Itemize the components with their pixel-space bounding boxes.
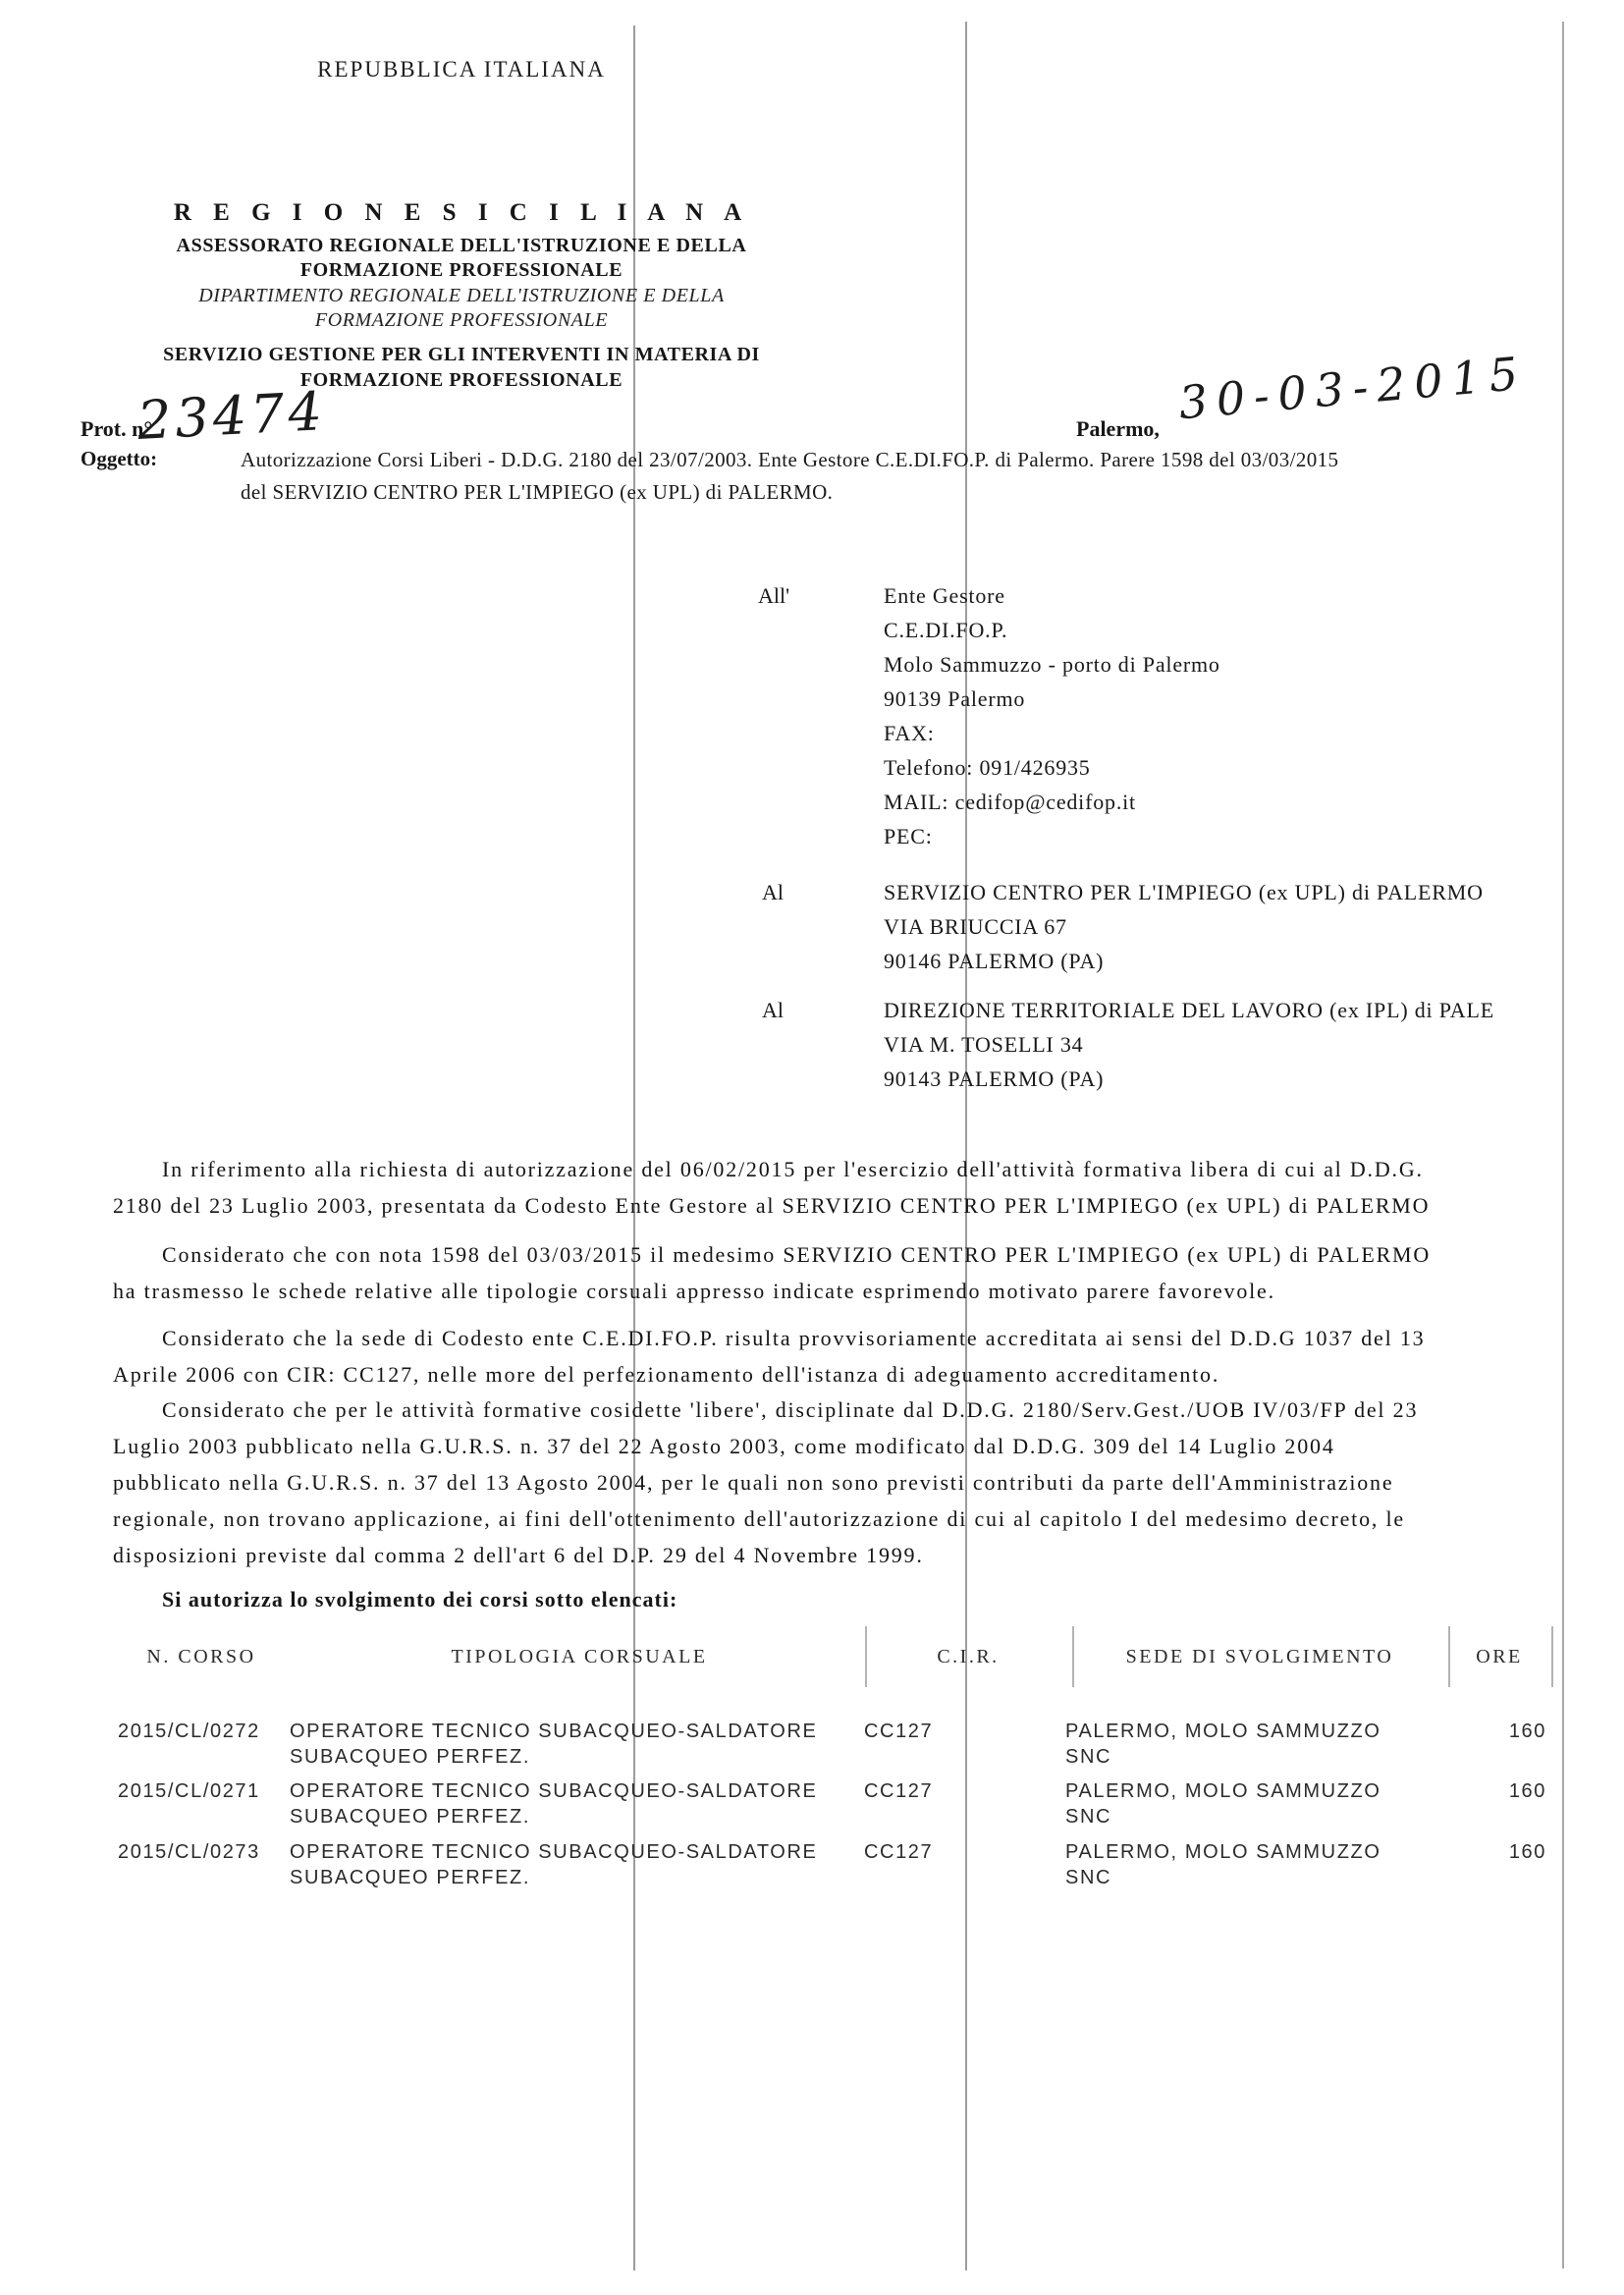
table-header-tipologia: TIPOLOGIA CORSUALE — [451, 1646, 708, 1667]
city-dateline-label: Palermo, — [1076, 416, 1160, 441]
recipient3-line: VIA M. TOSELLI 34 — [884, 1032, 1084, 1057]
paragraph4-line: regionale, non trovano applicazione, ai fini dell'ottenimento dell'autorizzazione di cui al capitolo I del medesimo decreto, le — [113, 1506, 1405, 1531]
recipient1-line: Telefono: 091/426935 — [884, 755, 1091, 780]
scan-fold-line-center — [965, 22, 967, 2270]
table-header-ore: ORE — [1476, 1646, 1523, 1667]
authorization-statement: Si autorizza lo svolgimento dei corsi sotto elencati: — [162, 1587, 678, 1612]
recipient1-line: FAX: — [884, 721, 935, 745]
table-row-sede: PALERMO, MOLO SAMMUZZO — [1065, 1780, 1381, 1802]
paragraph2-line: Considerato che con nota 1598 del 03/03/2015 il medesimo SERVIZIO CENTRO PER L'IMPIEGO (ex UPL) di PALERMO — [162, 1242, 1432, 1267]
table-row-ore: 160 — [1508, 1841, 1546, 1863]
scan-fold-line-right — [1562, 22, 1564, 2268]
servizio-line2: FORMAZIONE PROFESSIONALE — [299, 369, 623, 391]
assessorato-line2: FORMAZIONE PROFESSIONALE — [299, 259, 623, 281]
republic-title: REPUBBLICA ITALIANA — [317, 57, 606, 82]
recipient1-line: MAIL: cedifop@cedifop.it — [884, 790, 1136, 814]
recipient3-to: Al — [762, 998, 784, 1022]
recipient1-line: Molo Sammuzzo - porto di Palermo — [884, 652, 1220, 677]
table-row-tipologia: SUBACQUEO PERFEZ. — [290, 1806, 531, 1828]
protocol-label: Prot. n° — [81, 416, 153, 441]
table-row-ore: 160 — [1508, 1780, 1546, 1802]
protocol-number-handwritten: 23474 — [135, 380, 328, 452]
paragraph4-line: Luglio 2003 pubblicato nella G.U.R.S. n. 37 del 22 Agosto 2003, come modificato dal D.D.G. 309 del 14 Luglio 2004 — [113, 1434, 1335, 1458]
recipient1-line: C.E.DI.FO.P. — [884, 618, 1008, 642]
paragraph4-line: Considerato che per le attività formative cosidette 'libere', disciplinate dal D.D.G. 2180/Serv.Gest./UOB IV/03/FP del 23 — [162, 1397, 1419, 1422]
table-row-course-number: 2015/CL/0273 — [118, 1841, 260, 1863]
table-row-tipologia: SUBACQUEO PERFEZ. — [290, 1867, 531, 1888]
recipient2-line: 90146 PALERMO (PA) — [884, 949, 1105, 973]
table-column-separator — [1551, 1626, 1553, 1687]
servizio-line1: SERVIZIO GESTIONE PER GLI INTERVENTI IN MATERIA DI — [163, 344, 760, 365]
table-row-sede: SNC — [1065, 1806, 1112, 1828]
dipartimento-line1: DIPARTIMENTO REGIONALE DELL'ISTRUZIONE E DELLA — [198, 285, 725, 306]
paragraph4-line: disposizioni previste dal comma 2 dell'art 6 del D.P. 29 del 4 Novembre 1999. — [113, 1543, 924, 1567]
table-header-sede: SEDE DI SVOLGIMENTO — [1125, 1646, 1394, 1667]
table-column-separator — [1448, 1626, 1450, 1687]
recipient2-to: Al — [762, 880, 784, 904]
table-row-sede: SNC — [1065, 1867, 1112, 1888]
table-row-sede: PALERMO, MOLO SAMMUZZO — [1065, 1841, 1381, 1863]
recipient1-to: All' — [758, 583, 790, 608]
table-row-tipologia: OPERATORE TECNICO SUBACQUEO-SALDATORE — [290, 1721, 818, 1742]
table-header-cir: C.I.R. — [937, 1646, 1000, 1667]
paragraph4-line: pubblicato nella G.U.R.S. n. 37 del 13 Agosto 2004, per le quali non sono previsti contributi da parte dell'Amministrazione — [113, 1470, 1394, 1495]
table-row-tipologia: OPERATORE TECNICO SUBACQUEO-SALDATORE — [290, 1841, 818, 1863]
region-title: R E G I O N E S I C I L I A N A — [173, 199, 750, 226]
subject-line2: del SERVIZIO CENTRO PER L'IMPIEGO (ex UPL) di PALERMO. — [241, 480, 834, 504]
recipient3-line: DIREZIONE TERRITORIALE DEL LAVORO (ex IPL) di PALE — [884, 998, 1494, 1022]
recipient3-line: 90143 PALERMO (PA) — [884, 1066, 1105, 1091]
table-row-sede: SNC — [1065, 1746, 1112, 1768]
dipartimento-line2: FORMAZIONE PROFESSIONALE — [314, 309, 609, 331]
table-row-ore: 160 — [1508, 1721, 1546, 1742]
paragraph3-line: Considerato che la sede di Codesto ente C.E.DI.FO.P. risulta provvisoriamente accreditata ai sensi del D.D.G 1037 del 13 — [162, 1326, 1426, 1350]
subject-label: Oggetto: — [81, 447, 158, 470]
table-row-course-number: 2015/CL/0272 — [118, 1721, 260, 1742]
table-header-n-corso: N. CORSO — [146, 1646, 256, 1667]
table-row-tipologia: SUBACQUEO PERFEZ. — [290, 1746, 531, 1768]
table-row-sede: PALERMO, MOLO SAMMUZZO — [1065, 1721, 1381, 1742]
subject-line1: Autorizzazione Corsi Liberi - D.D.G. 2180 del 23/07/2003. Ente Gestore C.E.DI.FO.P. di Palermo. Parere 1598 del 03/03/2015 — [241, 448, 1339, 471]
table-row-tipologia: OPERATORE TECNICO SUBACQUEO-SALDATORE — [290, 1780, 818, 1802]
table-row-cir: CC127 — [864, 1721, 934, 1742]
table-row-cir: CC127 — [864, 1780, 934, 1802]
table-column-separator — [865, 1626, 867, 1687]
recipient2-line: SERVIZIO CENTRO PER L'IMPIEGO (ex UPL) di PALERMO — [884, 880, 1484, 904]
paragraph2-line: ha trasmesso le schede relative alle tipologie corsuali appresso indicate esprimendo motivato parere favorevole. — [113, 1279, 1275, 1303]
recipient1-line: PEC: — [884, 824, 933, 848]
paragraph1-line: 2180 del 23 Luglio 2003, presentata da Codesto Ente Gestore al SERVIZIO CENTRO PER L'IMPIEGO (ex UPL) di PALERMO — [113, 1193, 1431, 1218]
assessorato-line1: ASSESSORATO REGIONALE DELL'ISTRUZIONE E DELLA — [176, 235, 747, 256]
recipient1-line: Ente Gestore — [884, 583, 1005, 608]
table-row-course-number: 2015/CL/0271 — [118, 1780, 260, 1802]
table-row-cir: CC127 — [864, 1841, 934, 1863]
paragraph3-line: Aprile 2006 con CIR: CC127, nelle more del perfezionamento dell'istanza di adeguamento accreditamento. — [113, 1362, 1220, 1387]
recipient1-line: 90139 Palermo — [884, 686, 1026, 711]
date-handwritten: 30-03-2015 — [1176, 346, 1529, 430]
recipient2-line: VIA BRIUCCIA 67 — [884, 914, 1067, 939]
table-column-separator — [1072, 1626, 1074, 1687]
paragraph1-line: In riferimento alla richiesta di autorizzazione del 06/02/2015 per l'esercizio dell'attività formativa libera di cui al D.D.G. — [162, 1157, 1424, 1181]
